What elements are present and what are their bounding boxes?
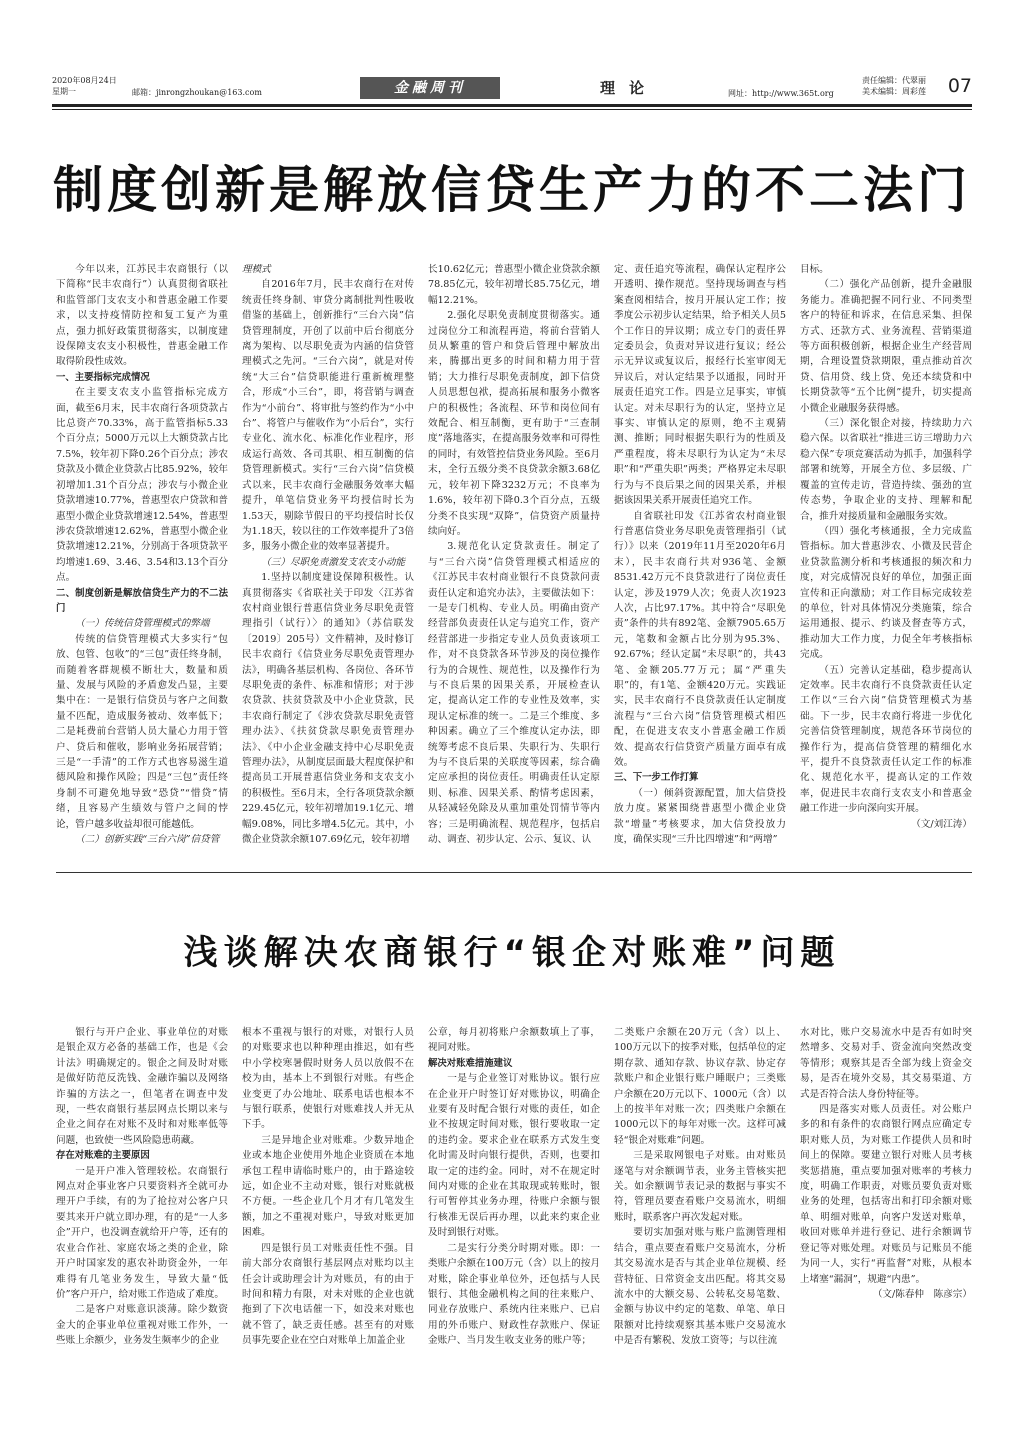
- paragraph: 3.规范化认定贷款责任。制定了与“三台六岗”信贷管理模式相适应的《江苏民丰农村商业银行不良贷款问责责任认定和追究办法》，主要做法如下：一是专门机构、专业人员。明确由资产经营部负责责任认定与追究工作，资产经营部进一步指定专业人员负责该项工作，对不良贷款各环节涉及的岗位操作行为的合规性、规范性，以及操作行为与不良后果的因果关系，开展检查认定，提高认定工作的专业性及效率，实现认定标准的统一。二是三个维度、多种因素。确立了三个维度认定办法，即统筹考虑不良后果、失职行为、失职行为与不良后果的关联度等因素，综合确定应承担的岗位责任。明确责任认定原则、标准、因果关系、酌情考虑因素，从轻减轻免除及从重加重处罚情节等内容；三是明确流程、规范程序，包括启动、调查、初步认定、公示、复议、认: [428, 541, 600, 846]
- section-heading: 二、制度创新是解放信贷生产力的不二法门: [56, 587, 228, 614]
- paragraph: 今年以来，江苏民丰农商银行（以下简称“民丰农商行”）认真贯彻省联社和监管部门支农支小和普惠金融工作要求，以支持疫情防控和复工复产为重点，强力抓好政策贯彻落实，以制度建设保障支农支小积极性，普惠金融工作取得阶段性成效。: [56, 264, 228, 368]
- paragraph: 二是实行分类分时期对账。即：一类账户余额在100万元（含）以上的按月对账，除企事业单位外，还包括与人民银行、其他金融机构之间的往来账户、同业存放账户、系统内往来账户、已启用的外币账户、财政性存款账户、保证金账户、当月发生收支业务的账户等；: [428, 1242, 600, 1347]
- paragraph-continuation: 定、责任追究等流程，确保认定程序公开透明、操作规范。坚持现场调查与档案查阅相结合，按月开展认定工作；按季度公示初步认定结果，给予相关人员5个工作日的异议期；成立专门的责任界定委员会，负责对异议进行复议；经公示无异议或复议后，报经行长室审阅无异议后，对认定结果予以通报，同时开展责任追究工作。四是立足事实，审慎认定。对未尽职行为的认定，坚持立足事实、审慎认定的原则，绝不主观猜测、推断；同时根据失职行为的性质及严重程度，将未尽职行为认定为“未尽职”和“严重失职”两类；严格界定未尽职行为与不良后果之间的因果关系，并根据该因果关系开展责任追究工作。: [614, 264, 786, 507]
- editors: [862, 75, 926, 97]
- article2-column: [242, 1025, 414, 1350]
- paragraph-continuation: 根本不重视与银行的对账，对银行人员的对账要求也以种种理由推迟，如有些中小学校寒暑假时财务人员以放假不在校为由，基本上不到银行对账。有些企业变更了办公地址、联系电话也根本不与银行联系，使银行对账难找人并无从下手。: [242, 1027, 414, 1131]
- article1-title: 制度创新是解放信贷生产力的不二法门: [53, 161, 971, 219]
- section-title: 理论: [600, 79, 659, 97]
- paragraph: 传统的信贷管理模式大多实行“包放、包管、包收”的“三包”责任终身制，而随着客群规模不断壮大，数量和质量、发展与风险的矛盾愈发凸显，主要集中在：一是银行信贷员与客户之间数量不匹配，造成服务被动、效率低下；二是耗费前台营销人员大量心力用于管户、贷后和催收，影响业务拓展营销；三是“一手清”的工作方式也容易滋生道德风险和操作风险；四是“三包”责任终身制不可避免地导致“恐贷”“惜贷”情绪，且容易产生绩效与管户之间的悖论，管户越多收益却很可能越低。: [56, 633, 228, 830]
- article1-column: [242, 262, 414, 847]
- weekday-text: 星期一: [52, 87, 76, 96]
- paragraph: 三是异地企业对账难。少数异地企业或本地企业使用外地企业资质在本地承包工程申请临时账户的，由于路途较远，如企业不主动对账，银行对账就极不方便。一些企业几个月才有几笔发生额，加之不重视对账户，导致对账更加困难。: [242, 1134, 414, 1239]
- paragraph: 自2016年7月，民丰农商行在对传统责任终身制、审贷分离制批判性吸收借鉴的基础上，创新推行“三台六岗”信贷管理制度，开创了以前中后台彻底分离为架构、以尽职免责为内涵的信贷管理模式之先河。“三台六岗”，就是对传统“大三台”信贷职能进行重新梳理整合，形成“小三台”，即，将营销与调查作为“小前台”、将审批与签约作为“小中台”、将管户与催收作为“小后台”，实行专业化、流水化、标准化作业程序，形成运行高效、各司其职、相互制衡的信贷管理新模式。实行“三台六岗”信贷模式以来，民丰农商行金融服务效率大幅提升，单笔信贷业务平均授信时长为1.53天，剔除节假日的平均授信时长仅为1.18天，较以往的工作效率提升了3倍多，服务小微企业的效率显著提升。: [242, 279, 414, 553]
- paragraph: （四）强化考核通报，全力完成监管指标。加大普惠涉农、小微及民营企业贷款监测分析和考核通报的频次和力度，对完成情况良好的单位，加强正面宣传和正向激励；对工作目标完成较差的单位，针对具体情况分类施策，综合运用通报、提示、约谈及督查等方式，推动加大工作力度，力促全年考核指标完成。: [800, 525, 972, 661]
- paragraph-continuation: 长10.62亿元；普惠型小微企业贷款余额78.85亿元，较年初增长85.75亿元，增幅12.21%。: [428, 264, 600, 306]
- section-heading: 解决对账难措施建议: [428, 1057, 513, 1069]
- article1-column: [56, 262, 228, 847]
- paragraph: 三是采取网银电子对账。由对账员逐笔与对余额调节表，业务主管核实把关。如余额调节表记录的数据与事实不符，管理员要查看账户交易流水，明细账时，联系客户再次发起对账。: [614, 1150, 786, 1223]
- author-byline: （文/刘江涛）: [911, 818, 972, 830]
- paragraph: 一是开户准入管理较松。农商银行网点对企事业客户只要资料齐全就可办理开户手续，有的为了抢拉对公客户只要其来开户就立即办理，有的是“一人多企”开户，也没调查就给开户等，还有的农业合作社、家庭农场之类的企业，除开户时国家发的惠农补助资金外，一年难得有几笔业务发生，导致大量“低价”客户开户，给对账工作造成了难度。: [56, 1165, 228, 1300]
- article1-column: [428, 262, 600, 847]
- publication-banner: 金融周刊: [360, 77, 500, 99]
- section-heading: 一、主要指标完成情况: [56, 371, 150, 383]
- header-rule-thin: [52, 109, 972, 110]
- article2-title: 浅谈解决农商银行“银企对账难”问题: [183, 933, 841, 973]
- article2-body: [56, 1025, 972, 1350]
- article2-column: [56, 1025, 228, 1350]
- paragraph-continuation: 理模式: [242, 264, 271, 275]
- paragraph: 四是落实对账人员责任。对公账户多的和有条件的农商银行网点应确定专职对账人员，为对账工作提供人员和时间上的保障。要建立银行对账人员考核奖惩措施，重点要加强对账率的考核力度，明确工作职责，对账员要负责对账业务的处理，包括寄出和打印余额对账单、明细对账单，向客户发送对账单，收回对账单并进行登记、进行余额调节登记等对账处理。对账员与记账员不能为同一人，实行“再监督”对账，从根本上堵塞“漏洞”，规避“内患”。: [800, 1104, 972, 1285]
- email-text: 邮箱：jinrongzhoukan@163.com: [132, 88, 262, 97]
- paragraph: 四是银行员工对账责任性不强。目前大部分农商银行基层网点对账均以主任会计或助理会计为对账员，有的由于时间和精力有限，对未对账的企业也就拖到了下次电话催一下，如没来对账也就不管了，缺乏责任感。甚至有的对账员事先要企业在空白对账单上加盖企业: [242, 1242, 414, 1347]
- paragraph: 银行与开户企业、事业单位的对账是银企双方必备的基础工作，也是《会计法》明确规定的。银企之间及时对账是做好防范反洗钱、金融诈骗以及网络诈骗的方法之一，但笔者在调查中发现，一些农商银行基层网点长期以来与企业之间存在对账不及时和对账率低等问题，也致使一些风险隐患萌藏。: [56, 1027, 228, 1146]
- page-header: [52, 75, 972, 105]
- paragraph: 要切实加强对账与账户监测管理相结合，重点要查看账户交易流水，分析其交易流水是否与其企业单位规模、经营特征、日常资金支出匹配。将其交易流水中的大额交易、公转私交易笔数、金额与协议中约定的笔数、单笔、单日限额对比持续观察其基本账户交易流水中是否有繁税、发放工资等；与以往流: [614, 1227, 786, 1347]
- website-text: 网址：http://www.365t.org: [728, 89, 834, 98]
- header-rule: [52, 104, 972, 107]
- article1-body: [56, 262, 972, 847]
- article1-column: [800, 262, 972, 847]
- date-text: 2020年08月24日: [52, 76, 117, 85]
- paragraph: （一）倾斜资源配置，加大信贷投放力度。紧紧围绕普惠型小微企业贷款“增量”考核要求，加大信贷投放力度，确保实现“三升比四增速”和“两增”: [614, 787, 786, 846]
- page-number: 07: [947, 75, 972, 97]
- article1-column: [614, 262, 786, 847]
- subsection-heading: （二）创新实践“三台六岗”信贷管: [75, 834, 220, 846]
- paragraph-continuation: 公章，每月初将账户余额数填上了事，视同对账。: [428, 1027, 600, 1054]
- article2-column: [428, 1025, 600, 1350]
- paragraph: 2.强化尽职免责制度贯彻落实。通过岗位分工和流程再造，将前台营销人员从繁重的管户和贷后管理中解放出来，腾挪出更多的时间和精力用于营销；大力推行尽职免责制度，卸下信贷人员思想包袱，提高拓展和服务小微客户的积极性；各流程、环节和岗位间有效配合、相互制衡，更有助于“三查制度”落地落实，在提高服务效率和可得性的同时，有效管控信贷业务风险。至6月末，全行五级分类不良贷款余额3.68亿元，较年初下降3232万元；不良率为1.6%，较年初下降0.3个百分点，五级分类不良实现“双降”，信贷资产质量持续向好。: [428, 310, 600, 537]
- art-editor-text: 美术编辑：周彩莲: [862, 87, 926, 96]
- paragraph: （五）完善认定基础，稳步提高认定效率。民丰农商行不良贷款责任认定工作以“三台六岗”信贷管理模式为基础。下一步，民丰农商行将进一步优化完善信贷管理制度，规范各环节岗位的操作行为，提高信贷管理的精细化水平，提升不良贷款责任认定工作的标准化、规范化水平，提高认定的工作效率，促进民丰农商行支农支小和普惠金融工作进一步向深向实开展。: [800, 664, 972, 815]
- subsection-heading: （三）尽职免责激发支农支小动能: [261, 556, 406, 568]
- paragraph-continuation: 目标。: [800, 264, 829, 275]
- paragraph: （二）强化产品创新，提升金融服务能力。准确把握不同行业、不同类型客户的特征和诉求，在信息采集、担保方式、还款方式、业务流程、营销渠道等方面积极创新，根据企业生产经营周期，合理设置贷款期限，重点推动首次贷、信用贷、线上贷、免还本续贷和中长期贷款等“五个比例”提升，切实提高小微企业融服务获得感。: [800, 279, 972, 414]
- section-heading: 三、下一步工作打算: [614, 772, 699, 784]
- paragraph-continuation: 二类账户余额在20万元（含）以上、100万元以下的按季对账，包括单位的定期存款、通知存款、协议存款、协定存款账户和企业银行账户睡眠户；三类账户余额在20万元以下、1000元（含）以上的按半年对账一次；四类账户余额在1000元以下的每年对账一次。这样可减轻“银企对账难”问题。: [614, 1027, 786, 1146]
- paragraph: 在主要支农支小监管指标完成方面，截至6月末，民丰农商行各项贷款占比总资产70.33%，高于监管指标5.33个百分点；5000万元以上大额贷款占比7.5%，较年初下降0.26个百分点；涉农贷款及小微企业贷款占比85.92%，较年初增加1.31个百分点；涉农与小微企业贷款增速10.77%，普惠型农户贷款和普惠型小微企业贷款增速12.54%，普惠型涉农贷款增速12.62%，普惠型小微企业贷款增速12.21%，分别高于各项贷款平均增速1.69、3.46、3.54和3.13个百分点。: [56, 387, 228, 584]
- subsection-heading: （一）传统信贷管理模式的弊端: [75, 618, 210, 630]
- paragraph: 一是与企业签订对账协议。银行应在企业开户时签订好对账协议，明确企业要有及时配合银行对账的责任，如企业不按规定时间对账，银行要收取一定的违约金。要求企业在联系方式发生变化时需及时向银行提供，否则，也要扣取一定的违约金。同时，对不在规定时间内对账的企业在其取现或转账时，银行可暂停其业务办理，待账户余额与银行核准无误后再办理，以此来约束企业及时到银行对账。: [428, 1073, 600, 1239]
- article2-column: [614, 1025, 786, 1350]
- article2-column: [800, 1025, 972, 1350]
- editor-text: 责任编辑：代翠丽: [862, 76, 926, 85]
- paragraph: 二是客户对账意识淡薄。除少数资金大的企事业单位重视对账工作外，一些账上余额少，业务发生频率少的企业: [56, 1304, 228, 1347]
- section-heading: 存在对账难的主要原因: [56, 1150, 150, 1162]
- paragraph: 自省联社印发《江苏省农村商业银行普惠信贷业务尽职免责管理指引（试行）》以来（2019年11月至2020年6月末），民丰农商行共对936笔、金额8531.42万元不良贷款进行了岗位责任认定，涉及1979人次；免责人次1923人次，占比97.17%。其中符合“尽职免责”条件的共有892笔、金额7905.65万元，笔数和金额占比分别为95.3%、92.67%；经认定属“未尽职”的，共43笔、金额205.77万元；属“严重失职”的，有1笔、金额420万元。实践证实，民丰农商行不良贷款责任认定制度流程与“三台六岗”信贷管理模式相匹配，在促进支农支小普惠金融工作质效、提高农行信贷资产质量方面卓有成效。: [614, 510, 786, 768]
- paragraph-continuation: 水对比，账户交易流水中是否有如时突然增多、交易对手、资金流向突然改变等情形；观察其是否全部为线上资金交易，是否在境外交易，其交易渠道、方式是否符合法人身份特征等。: [800, 1027, 972, 1100]
- paragraph: （三）深化银企对接，持续助力六稳六保。以省联社“推进三访三增助力六稳六保”专项竞赛活动为抓手，加强科学部署和统筹，开展全方位、多层级、广覆盖的宣传走访，营造持续、强劲的宣传态势，争取企业的支持、理解和配合，推升对接质量和金融服务实效。: [800, 418, 972, 522]
- author-byline: （文/陈春仲 陈彦宗）: [872, 1288, 972, 1300]
- article-divider: [56, 872, 972, 873]
- paragraph: 1.坚持以制度建设保障积极性。认真贯彻落实《省联社关于印发〈江苏省农村商业银行普惠信贷业务尽职免责管理指引（试行）〉的通知》（苏信联发〔2019〕205号）文件精神，及时修订民丰农商行《信贷业务尽职免责管理办法》，明确各基层机构、各岗位、各环节尽职免责的条件、标准和情形；对于涉农贷款、扶贫贷款及中小企业贷款，民丰农商行制定了《涉农贷款尽职免责管理办法》、《扶贫贷款尽职免责管理办法》、《中小企业金融支持中心尽职免责管理办法》，从制度层面最大程度保护和提高员工开展普惠信贷业务和支农支小的积极性。至6月末，全行各项贷款余额229.45亿元，较年初增加19.1亿元、增幅9.08%，同比多增4.5亿元。其中，小微企业贷款余额107.69亿元，较年初增: [242, 572, 414, 846]
- issue-date: [52, 75, 117, 97]
